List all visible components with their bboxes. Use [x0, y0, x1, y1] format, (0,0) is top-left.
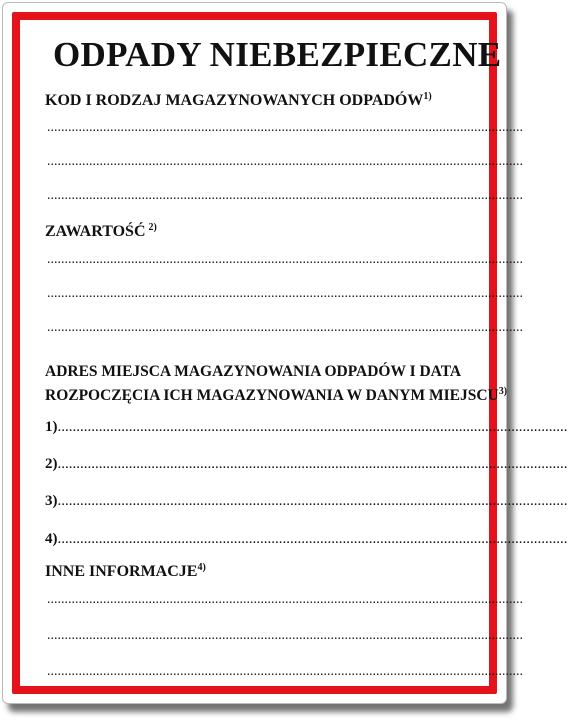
address-item-2[interactable] [45, 456, 568, 472]
hazard-waste-sign [2, 2, 568, 704]
address-heading-line-1: ADRES MIEJSCA MAGAZYNOWANIA ODPADÓW I DATA [45, 363, 462, 380]
code-heading [45, 87, 432, 111]
address-item-4[interactable] [45, 531, 568, 547]
other-heading-label: INNE INFORMACJE [45, 563, 198, 580]
address-item-3-dots: ........................................................................................................................................ [57, 493, 568, 509]
address-item-3-number: 3) [45, 493, 58, 509]
code-line-1[interactable]: ........................................................................................................................................ [47, 120, 523, 135]
address-footnote: 3) [498, 386, 508, 397]
code-line-3[interactable]: ........................................................................................................................................ [47, 188, 523, 203]
other-heading [45, 558, 206, 582]
address-item-2-dots: ........................................................................................................................................ [57, 456, 568, 472]
address-item-1-dots: ........................................................................................................................................ [57, 419, 568, 435]
code-heading-label: KOD I RODZAJ MAGAZYNOWANYCH ODPADÓW [45, 92, 424, 109]
address-item-1[interactable] [45, 419, 568, 435]
contents-line-3[interactable]: ........................................................................................................................................ [47, 320, 523, 335]
code-footnote: 1) [423, 91, 432, 102]
address-item-4-dots: ........................................................................................................................................ [57, 531, 568, 547]
code-line-2[interactable]: ........................................................................................................................................ [47, 154, 523, 169]
contents-footnote: 2) [148, 222, 157, 233]
contents-line-2[interactable]: ........................................................................................................................................ [47, 286, 523, 301]
contents-heading-label: ZAWARTOŚĆ [45, 223, 146, 240]
address-item-3[interactable] [45, 493, 568, 509]
other-line-2[interactable]: ........................................................................................................................................ [47, 628, 523, 643]
other-line-1[interactable]: ........................................................................................................................................ [47, 592, 523, 607]
other-footnote: 4) [197, 562, 206, 573]
address-item-1-number: 1) [45, 419, 58, 435]
other-line-3[interactable]: ........................................................................................................................................ [47, 664, 523, 679]
contents-heading [45, 218, 157, 242]
sign-title: ODPADY NIEBEZPIECZNE [53, 35, 502, 74]
address-heading-line-2 [45, 382, 507, 406]
address-item-4-number: 4) [45, 531, 58, 547]
contents-line-1[interactable]: ........................................................................................................................................ [47, 252, 523, 267]
address-heading-line-2-label: ROZPOCZĘCIA ICH MAGAZYNOWANIA W DANYM MIEJSCU [45, 387, 499, 404]
address-item-2-number: 2) [45, 456, 58, 472]
